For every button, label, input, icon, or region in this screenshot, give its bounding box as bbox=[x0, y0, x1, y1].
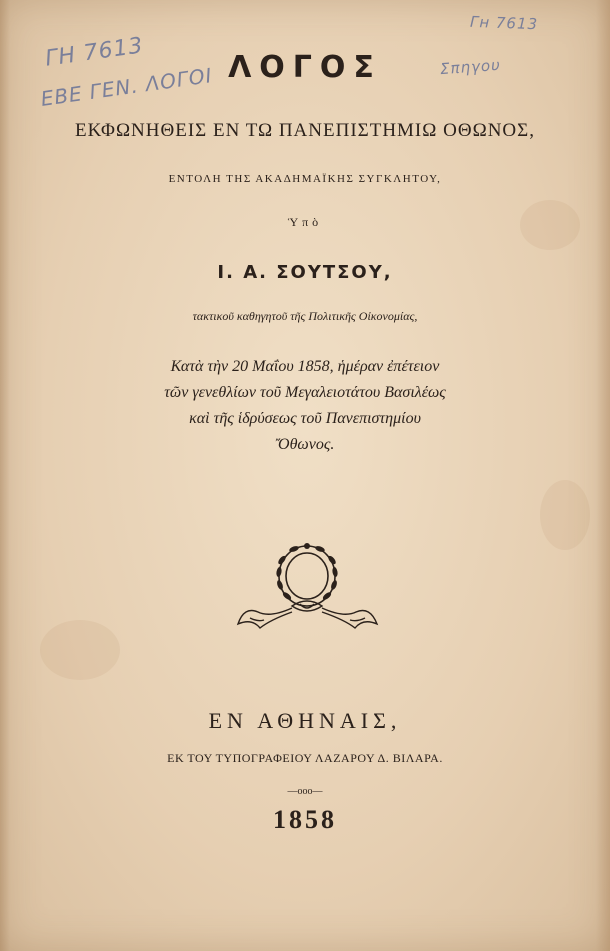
imprint-city: ΕΝ ΑΘΗΝΑΙΣ, bbox=[208, 708, 402, 733]
by-line: Ὑπὸ bbox=[287, 215, 323, 229]
occasion-line: τῶν γενεθλίων τοῦ Μεγαλειοτάτου Βασιλέως bbox=[164, 384, 446, 401]
handwritten-shelfmark-right: Γн 7613 bbox=[469, 12, 539, 34]
imprint-separator: —ooo— bbox=[287, 786, 323, 797]
occasion-text bbox=[0, 354, 610, 458]
commission-line: ΕΝΤΟΛΗ ΤΗΣ ΑΚΑΔΗΜΑΪΚΗΣ ΣΥΓΚΛΗΤΟΥ, bbox=[168, 173, 442, 185]
author-position: τακτικοῦ καθηγητοῦ τῆς Πολιτικῆς Οἰκονομίας, bbox=[192, 309, 418, 323]
handwritten-note-left: ΕΒΕ ΓΕΝ. ΛΟΓΟΙ bbox=[39, 63, 214, 111]
foxing-stain bbox=[540, 480, 590, 550]
laurel-wreath-icon bbox=[230, 538, 385, 643]
handwritten-shelfmark-left: ΓΗ 7613 bbox=[43, 33, 146, 72]
subtitle: ΕΚΦΩΝΗΘΕΙΣ ΕΝ ΤΩ ΠΑΝΕΠΙΣΤΗΜΙΩ ΟΘΩΝΟΣ, bbox=[75, 120, 535, 141]
foxing-stain bbox=[40, 620, 120, 680]
occasion-line: Ὄθωνος. bbox=[275, 436, 335, 453]
occasion-line: Κατὰ τὴν 20 Μαΐου 1858, ἡμέραν ἐπέτειον bbox=[170, 358, 440, 375]
handwritten-note-right: Σπηγου bbox=[439, 55, 502, 79]
imprint-year: 1858 bbox=[273, 805, 337, 834]
author-name: Ι. Α. ΣΟΥΤΣΟΥ, bbox=[217, 262, 393, 283]
imprint-printer: ΕΚ ΤΟΥ ΤΥΠΟΓΡΑΦΕΙΟΥ ΛΑΖΑΡΟΥ Δ. ΒΙΛΑΡΑ. bbox=[167, 751, 443, 765]
occasion-line: καὶ τῆς ἱδρύσεως τοῦ Πανεπιστημίου bbox=[189, 410, 421, 427]
page-title: ΛΟΓΟΣ bbox=[228, 50, 382, 85]
